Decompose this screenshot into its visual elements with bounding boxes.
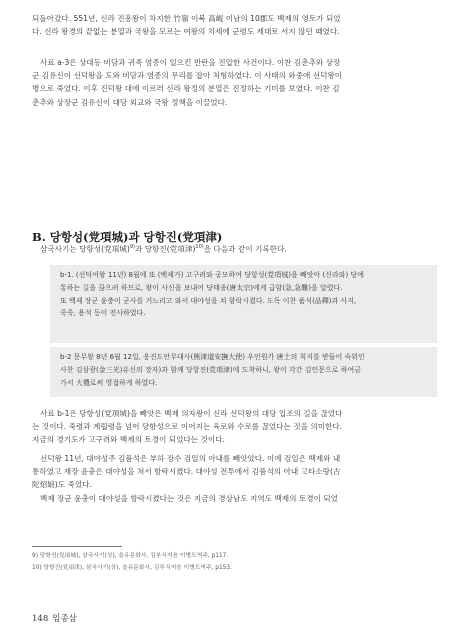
body-paragraph-3 xyxy=(32,241,440,256)
quotation-block-2 xyxy=(50,347,437,397)
text-span: 과 당항진(党項津) xyxy=(134,244,196,254)
footnote-10: 10) 당항진(党項津), 삼국사기(상), 을유문화사, 김부식저음 이병도역주, p153. xyxy=(32,564,232,571)
text-line: 지금의 경기도가 고구려와 백제의 토경이 되었다는 것이다. xyxy=(32,435,225,445)
text-line: 백제 장군 윤충이 대야성을 함락시켰다는 것은 지금의 경상남도 지역도 백제의 토경이 되었 xyxy=(40,493,338,503)
footnote-divider xyxy=(32,546,122,547)
text-line: 陀炤娘)도 죽었다. xyxy=(32,480,92,490)
text-line: 사료 b-1은 당항성(党項城)을 빼앗은 백제 의자왕이 신라 선덕왕의 대당 입조의 길을 끊었다 xyxy=(40,409,343,418)
intro-paragraph xyxy=(32,12,440,38)
text-line: 되돌아갔다. 551년, 신라 진흥왕이 차지한 竹嶺 이북 高峴 이남의 10郡도 백제의 영토가 되었 xyxy=(32,14,341,23)
text-span: 을 다음과 같이 기록한다. xyxy=(203,244,287,254)
text-span: 삼국사기는 당항성(党項城) xyxy=(40,244,130,254)
body-paragraph-4 xyxy=(32,407,440,447)
page-number: 148 xyxy=(32,614,49,624)
text-line: 통하였고 재장 윤충은 대야성을 쳐서 함락시켰다. 대야성 전투에서 김품석의 아내 고타소랑(古 xyxy=(32,467,341,477)
text-line: 통하는 길을 끊으려 하므로, 왕이 사신을 보내어 당태종(唐太宗)에게 급함(急,急難)을 알렸다. xyxy=(60,283,343,292)
quotation-block xyxy=(50,265,437,343)
section-heading: B. 당항성(党項城)과 당항진(党項津) xyxy=(32,230,223,244)
text-line: 병으로 죽었다. 이후 진덕왕 대에 이르러 신라 왕정의 분열은 진정하는 기미를 보였다. 이찬 김 xyxy=(32,84,340,94)
text-line: b-2 문무왕 8년 6월 12일, 웅진도안무대사(熊津道安撫大使) 우인원가 唐土의 칙지를 받들어 숙위인 xyxy=(60,353,365,361)
page-footer xyxy=(32,612,81,624)
footnote-ref-9[interactable]: 9) xyxy=(129,244,135,250)
text-line: 사찬 김삼광(金三光)유신의 장자)과 함께 당항진(党項津)에 도착하니, 왕이 각간 김인문으로 하여금 xyxy=(60,365,362,374)
body-paragraph-5 xyxy=(32,452,440,505)
text-line: 군 김유신이 선덕왕을 도와 비담과 염종의 무리를 잡아 처형하였다. 이 사태의 와중에 선덕왕이 xyxy=(32,71,343,81)
text-line: 가서 大禮로써 영접하게 하였다. xyxy=(60,378,158,387)
footnotes xyxy=(32,551,440,574)
text-line: 는 것이다. 죽령과 계립령을 넘어 당항성으로 이어지는 육로와 수로를 끊었다는 것을 의미한다. xyxy=(32,422,343,432)
text-line: b-1. (선덕여왕 11년) 8월에 또 (백제가) 고구려와 공모하여 당항성(党項城)을 빼앗아 (신라와) 당에 xyxy=(60,271,364,279)
footnote-ref-10[interactable]: 10) xyxy=(195,244,204,250)
quote-b1 xyxy=(60,269,427,320)
text-line: 다. 신라 왕경의 끝없는 분열과 국왕을 모르는 여왕의 치세에 군령도 제대로 서지 않던 때였다. xyxy=(32,27,340,37)
text-line: 춘추와 상장군 김유신이 대당 외교와 국왕 정책을 이끌었다. xyxy=(32,97,228,107)
quote-b2 xyxy=(60,351,427,389)
body-paragraph-2 xyxy=(32,56,440,109)
text-line: 선덕왕 11년, 대야성주 김품석은 부하 장수 검일의 아내를 빼앗았다. 이에 검일은 백제와 내 xyxy=(40,454,341,463)
text-line: 또 백제 장군 윤충이 군사를 거느리고 와서 대야성을 쳐 함락시켰다. 도독 이찬 품석(品釋)과 사지, xyxy=(60,296,357,305)
footnote-9: 9) 당항성(党項城), 삼국사기(상), 을유문화사, 김부식저음 이병도역주, p117. xyxy=(32,553,229,559)
author-name: 임종삼 xyxy=(52,614,77,624)
text-line: 죽죽, 용석 등이 전사하였다. xyxy=(60,309,146,318)
text-line: 사료 a-3은 상대등 비담과 귀족 염종이 일으킨 반란을 진압한 사건이다. 이찬 김춘추와 상장 xyxy=(40,58,341,67)
